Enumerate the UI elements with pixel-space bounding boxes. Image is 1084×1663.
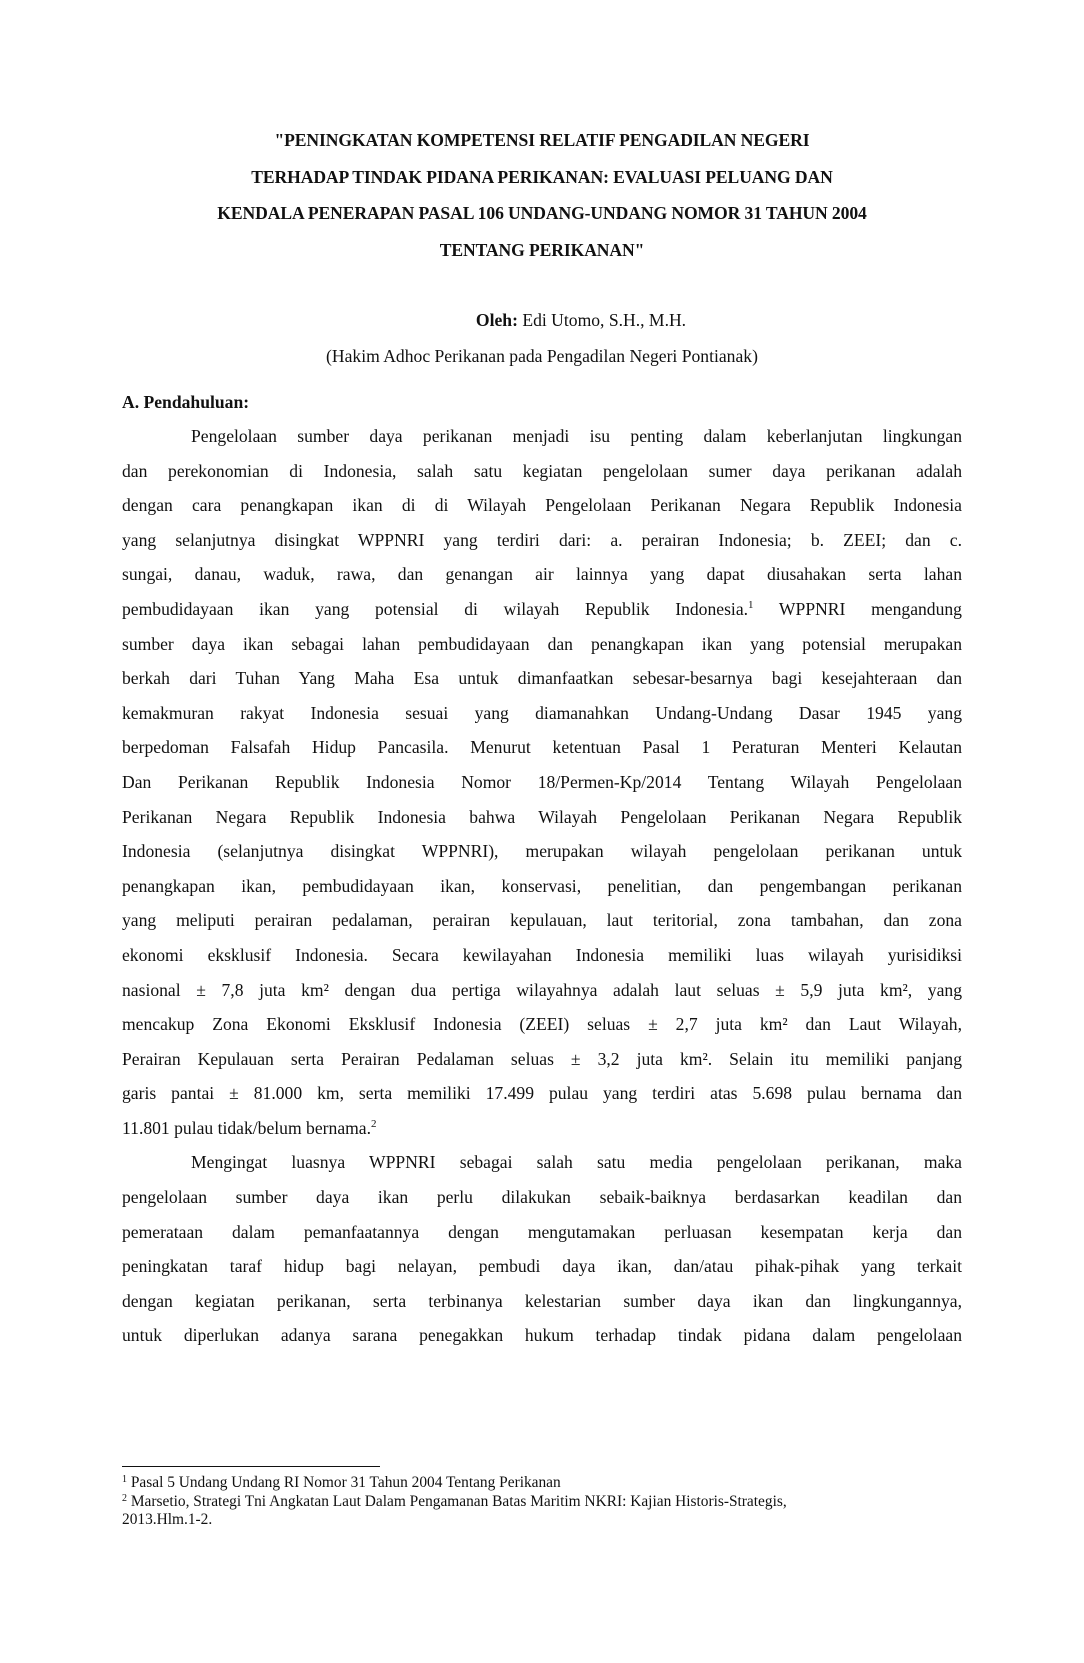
text-fragment: WPPNRI mengandung [778,598,962,619]
text-line: garis pantai ± 81.000 km, serta memiliki 17.499 pulau yang terdiri atas 5.698 pulau bernama dan [122,1083,962,1104]
text-line: penangkapan ikan, pembudidayaan ikan, konservasi, penelitian, dan pengembangan perikanan [122,875,962,896]
text-line: Mengingat luasnya WPPNRI sebagai salah satu media pengelolaan perikanan, maka [191,1152,962,1173]
text-line: dengan cara penangkapan ikan di di Wilayah Pengelolaan Perikanan Negara Republik Indonesia [122,495,962,516]
text-line: berkah dari Tuhan Yang Maha Esa untuk dimanfaatkan sebesar-besarnya bagi kesejahteraan dan [122,668,962,689]
text-line: Perikanan Negara Republik Indonesia bahwa Wilayah Pengelolaan Perikanan Negara Republik [122,806,962,827]
footnote-divider [122,1466,380,1467]
text-line: dengan kegiatan perikanan, serta terbinanya kelestarian sumber daya ikan dan lingkungannya, [122,1290,962,1311]
body-text [122,419,962,1353]
title-line: TERHADAP TINDAK PIDANA PERIKANAN: EVALUASI PELUANG DAN [251,166,833,187]
text-line [122,1111,962,1146]
footnote-ref-1[interactable]: 1 [748,598,754,611]
author-block [110,302,974,374]
text-fragment: 11.801 pulau tidak/belum bernama. [122,1117,372,1138]
text-line: pengelolaan sumber daya ikan perlu dilakukan sebaik-baiknya berdasarkan keadilan dan [122,1187,962,1208]
document-title [110,122,974,268]
footnote-1 [122,1474,962,1493]
text-line: dan perekonomian di Indonesia, salah satu kegiatan pengelolaan sumer daya perikanan adalah [122,460,962,481]
footnotes [122,1474,962,1530]
text-line: peningkatan taraf hidup bagi nelayan, pembudi daya ikan, dan/atau pihak-pihak yang terkait [122,1256,962,1277]
text-line: berpedoman Falsafah Hidup Pancasila. Menurut ketentuan Pasal 1 Peraturan Menteri Kelautan [122,737,962,758]
footnote-number: 2 [122,1492,127,1504]
author-name: Edi Utomo, S.H., M.H. [522,310,687,330]
title-line: KENDALA PENERAPAN PASAL 106 UNDANG-UNDANG NOMOR 31 TAHUN 2004 [217,203,867,223]
text-line: nasional ± 7,8 juta km² dengan dua pertiga wilayahnya adalah laut seluas ± 5,9 juta km², yang [122,979,962,1000]
author-affiliation: (Hakim Adhoc Perikanan pada Pengadilan Negeri Pontianak) [326,346,758,366]
title-line: "PENINGKATAN KOMPETENSI RELATIF PENGADILAN NEGERI [274,130,810,150]
text-line [122,592,962,627]
text-line: Perairan Kepulauan serta Perairan Pedalaman seluas ± 3,2 juta km². Selain itu memiliki panjang [122,1048,962,1069]
text-line: sungai, danau, waduk, rawa, dan genangan air lainnya yang dapat diusahakan serta lahan [122,564,962,585]
footnote-text: Pasal 5 Undang Undang RI Nomor 31 Tahun 2004 Tentang Perikanan [130,1474,561,1491]
text-line: untuk diperlukan adanya sarana penegakkan hukum terhadap tindak pidana dalam pengelolaan [122,1325,962,1346]
text-fragment: pembudidayaan ikan yang potensial di wilayah Republik Indonesia. [122,598,749,619]
text-line: yang meliputi perairan pedalaman, perairan kepulauan, laut teritorial, zona tambahan, dan zona [122,910,962,931]
text-line: mencakup Zona Ekonomi Eksklusif Indonesia (ZEEI) seluas ± 2,7 juta km² dan Laut Wilayah, [122,1014,962,1035]
title-line: TENTANG PERIKANAN" [439,239,645,260]
text-line: Dan Perikanan Republik Indonesia Nomor 18/Permen-Kp/2014 Tentang Wilayah Pengelolaan [122,771,962,792]
text-line: sumber daya ikan sebagai lahan pembudidayaan dan penangkapan ikan yang potensial merupakan [122,633,962,654]
footnote-text: Marsetio, Strategi Tni Angkatan Laut Dalam Pengamanan Batas Maritim NKRI: Kajian Historis-Strategis, [130,1492,787,1510]
text-line: Indonesia (selanjutnya disingkat WPPNRI), merupakan wilayah pengelolaan perikanan untuk [122,841,962,862]
text-line: yang selanjutnya disingkat WPPNRI yang terdiri dari: a. perairan Indonesia; b. ZEEI; dan c. [122,529,962,550]
text-line: pemerataan dalam pemanfaatannya dengan mengutamakan perluasan kesempatan kerja dan [122,1221,962,1242]
text-line: ekonomi eksklusif Indonesia. Secara kewilayahan Indonesia memiliki luas wilayah yurisidiksi [122,944,962,965]
author-label: Oleh: [475,310,518,330]
footnote-number: 1 [122,1474,127,1485]
text-line: kemakmuran rakyat Indonesia sesuai yang diamanahkan Undang-Undang Dasar 1945 yang [122,702,962,723]
footnote-2-continued: 2013.Hlm.1-2. [122,1511,213,1528]
section-heading: A. Pendahuluan: [122,392,250,412]
footnote-ref-2[interactable]: 2 [371,1117,377,1130]
footnote-2 [122,1493,962,1512]
text-line: Pengelolaan sumber daya perikanan menjadi isu penting dalam keberlanjutan lingkungan [191,426,962,446]
